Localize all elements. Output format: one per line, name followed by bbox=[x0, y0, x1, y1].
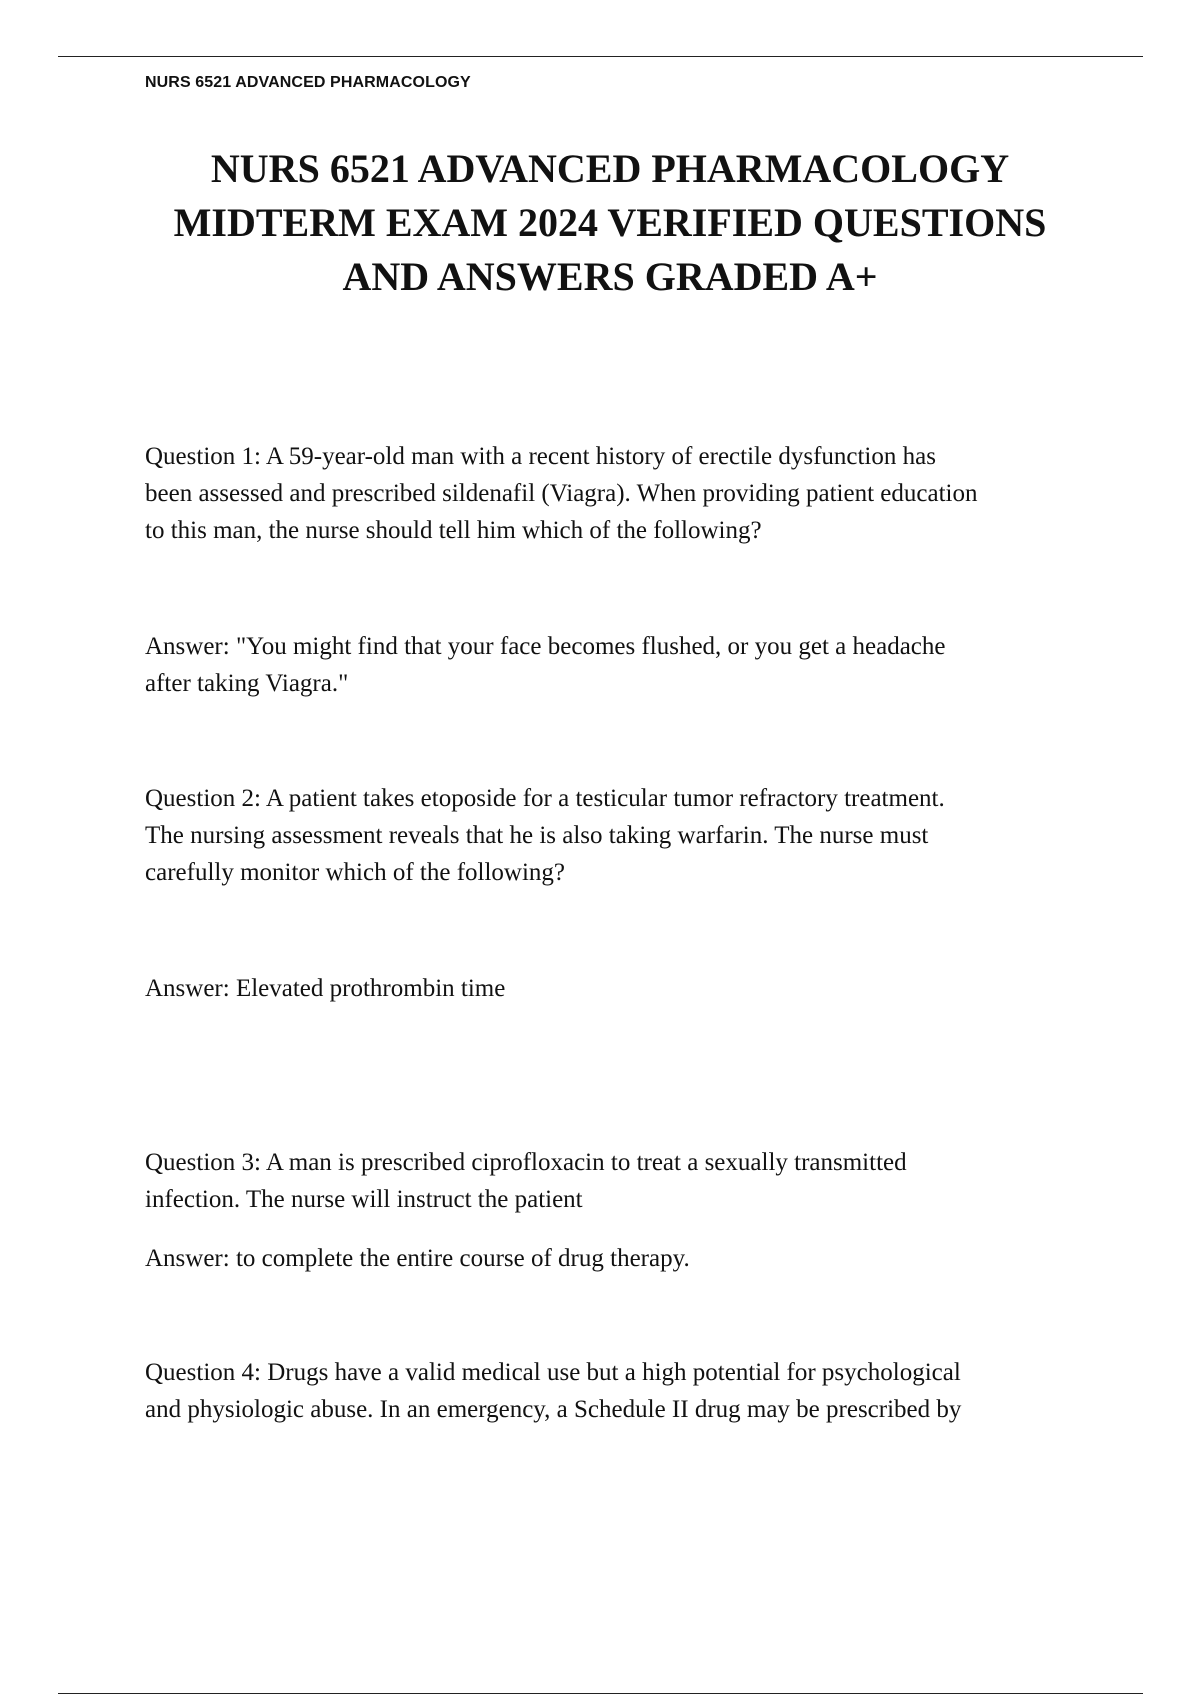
question-2-line: The nursing assessment reveals that he is also taking warfarin. The nurse must bbox=[145, 822, 929, 849]
answer-1 bbox=[145, 628, 1145, 702]
document-title-line-3: AND ANSWERS GRADED A+ bbox=[342, 254, 878, 299]
question-4-line: and physiologic abuse. In an emergency, a Schedule II drug may be prescribed by bbox=[145, 1396, 962, 1423]
question-2-line: Question 2: A patient takes etoposide for a testicular tumor refractory treatment. bbox=[145, 785, 945, 812]
question-1-line: to this man, the nurse should tell him which of the following? bbox=[145, 517, 762, 544]
answer-2 bbox=[145, 970, 1145, 1007]
answer-1-line: after taking Viagra." bbox=[145, 670, 349, 697]
answer-2-line: Answer: Elevated prothrombin time bbox=[145, 975, 506, 1002]
question-4-line: Question 4: Drugs have a valid medical use but a high potential for psychological bbox=[145, 1359, 961, 1386]
answer-3 bbox=[145, 1240, 1145, 1277]
question-3-line: Question 3: A man is prescribed ciprofloxacin to treat a sexually transmitted bbox=[145, 1149, 907, 1176]
answer-3-line: Answer: to complete the entire course of drug therapy. bbox=[145, 1245, 690, 1272]
answer-1-line: Answer: "You might find that your face becomes flushed, or you get a headache bbox=[145, 633, 946, 660]
question-3-line: infection. The nurse will instruct the patient bbox=[145, 1186, 583, 1213]
document-title-line-2: MIDTERM EXAM 2024 VERIFIED QUESTIONS bbox=[173, 200, 1047, 245]
header-rule bbox=[58, 56, 1143, 57]
running-header: NURS 6521 ADVANCED PHARMACOLOGY bbox=[145, 74, 471, 91]
footer-rule bbox=[58, 1693, 1143, 1694]
document-title-line-1: NURS 6521 ADVANCED PHARMACOLOGY bbox=[210, 146, 1010, 191]
question-1-line: Question 1: A 59-year-old man with a recent history of erectile dysfunction has bbox=[145, 443, 936, 470]
question-4 bbox=[145, 1354, 1145, 1428]
question-1 bbox=[145, 438, 1145, 549]
question-2 bbox=[145, 780, 1145, 891]
question-3 bbox=[145, 1144, 1145, 1218]
question-1-line: been assessed and prescribed sildenafil (Viagra). When providing patient education bbox=[145, 480, 978, 507]
question-2-line: carefully monitor which of the following? bbox=[145, 859, 566, 886]
